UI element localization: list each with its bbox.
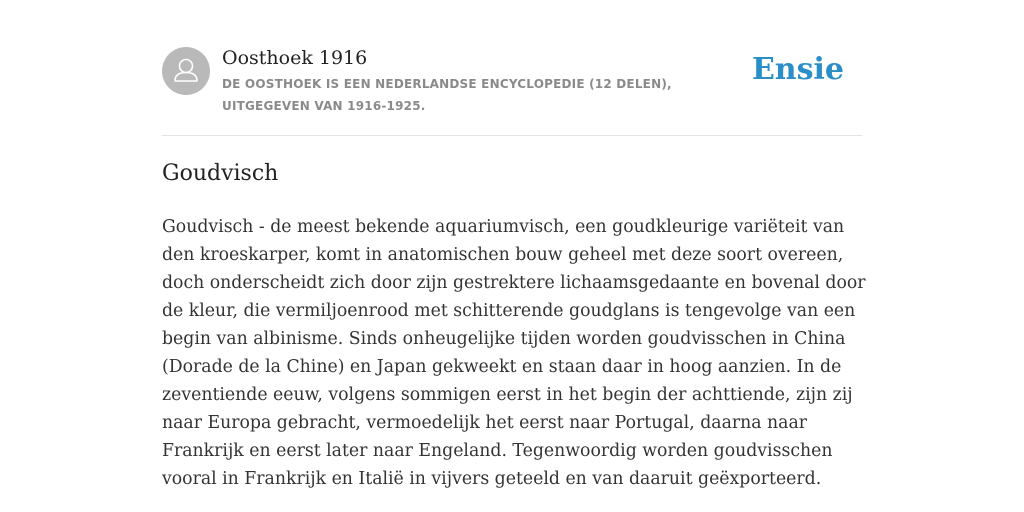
article-title: Goudvisch (162, 161, 279, 186)
source-header (162, 44, 862, 124)
source-description: DE OOSTHOEK IS EEN NEDERLANDSE ENCYCLOPEDIE (12 DELEN), UITGEGEVEN VAN 1916-1925. (222, 77, 672, 113)
header-divider (162, 135, 862, 136)
article-body: Goudvisch - de meest bekende aquariumvisch, een goudkleurige variëteit van den kroeskarper, komt in anatomischen bouw geheel met deze soort overeen, doch onderscheidt zich door zijn gestrektere lichaamsgedaante en bovenal door de kleur, die vermiljoenrood met schitterende goudglans is tengevolge van een begin van albinisme. Sinds onheugelijke tijden worden goudvisschen in China (Dorade de la Chine) en Japan gekweekt en staan daar in hoog aanzien. In de zeventiende eeuw, volgens sommigen eerst in het begin der achttiende, zijn zij naar Europa gebracht, vermoedelijk het eerst naar Portugal, daarna naar Frankrijk en eerst later naar Engeland. Tegenwoordig worden goudvisschen vooral in Frankrijk en Italië in vijvers geteeld en van daaruit geëxporteerd. (162, 217, 866, 489)
brand-logo[interactable]: Ensie (751, 52, 844, 87)
source-title[interactable]: Oosthoek 1916 (222, 47, 368, 69)
source-avatar[interactable] (162, 47, 210, 95)
user-icon (162, 47, 210, 95)
